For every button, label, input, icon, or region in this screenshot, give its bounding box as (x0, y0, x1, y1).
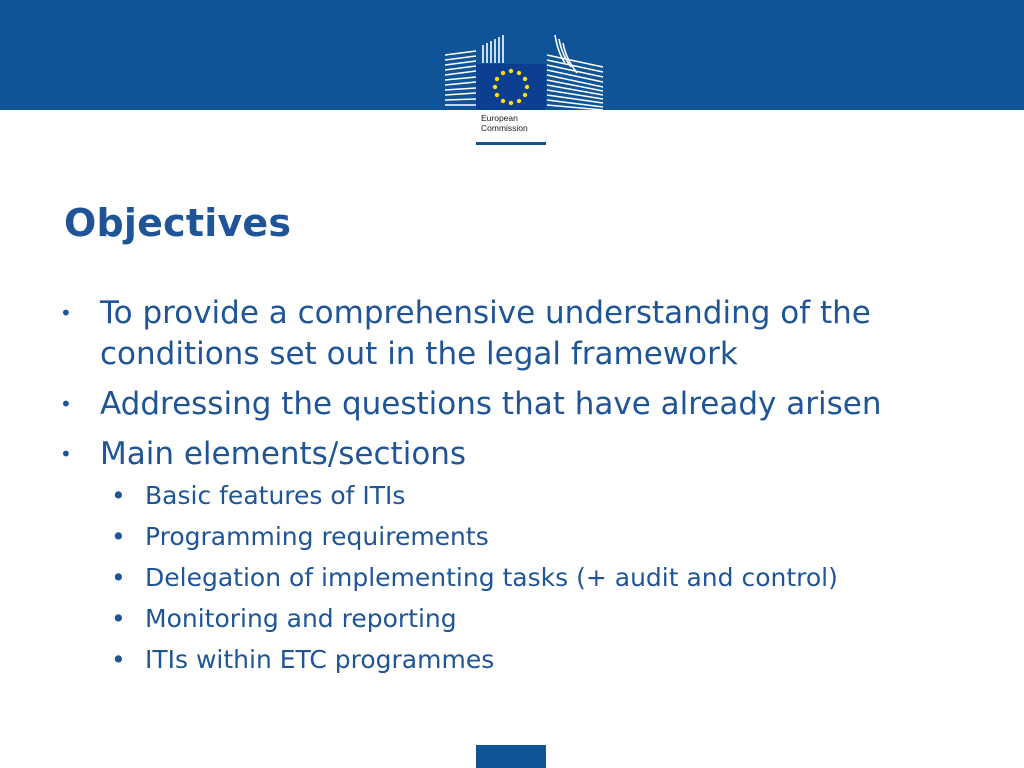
sub-bullet-item: • Basic features of ITIs (60, 475, 990, 516)
bullet-item: • Main elements/sections (60, 434, 990, 475)
logo-label (476, 110, 546, 145)
sub-bullet-item: • Monitoring and reporting (60, 598, 990, 639)
european-commission-logo (443, 33, 606, 145)
bullet-list (60, 293, 990, 680)
footer-tab (476, 745, 546, 768)
logo-line-2: Commission (481, 123, 528, 133)
sub-bullet-list (60, 475, 990, 680)
bullet-item: • Addressing the questions that have already arisen (60, 384, 990, 425)
logo-line-1: European (481, 113, 518, 123)
sub-bullet-item: • ITIs within ETC programmes (60, 639, 990, 680)
eu-flag-icon (476, 64, 546, 110)
logo-underline (476, 142, 546, 145)
slide-title: Objectives (64, 201, 292, 245)
sub-bullet-item: • Delegation of implementing tasks (+ audit and control) (60, 557, 990, 598)
sub-bullet-item: • Programming requirements (60, 516, 990, 557)
bullet-item: • To provide a comprehensive understanding of the conditions set out in the legal framework (60, 293, 990, 375)
